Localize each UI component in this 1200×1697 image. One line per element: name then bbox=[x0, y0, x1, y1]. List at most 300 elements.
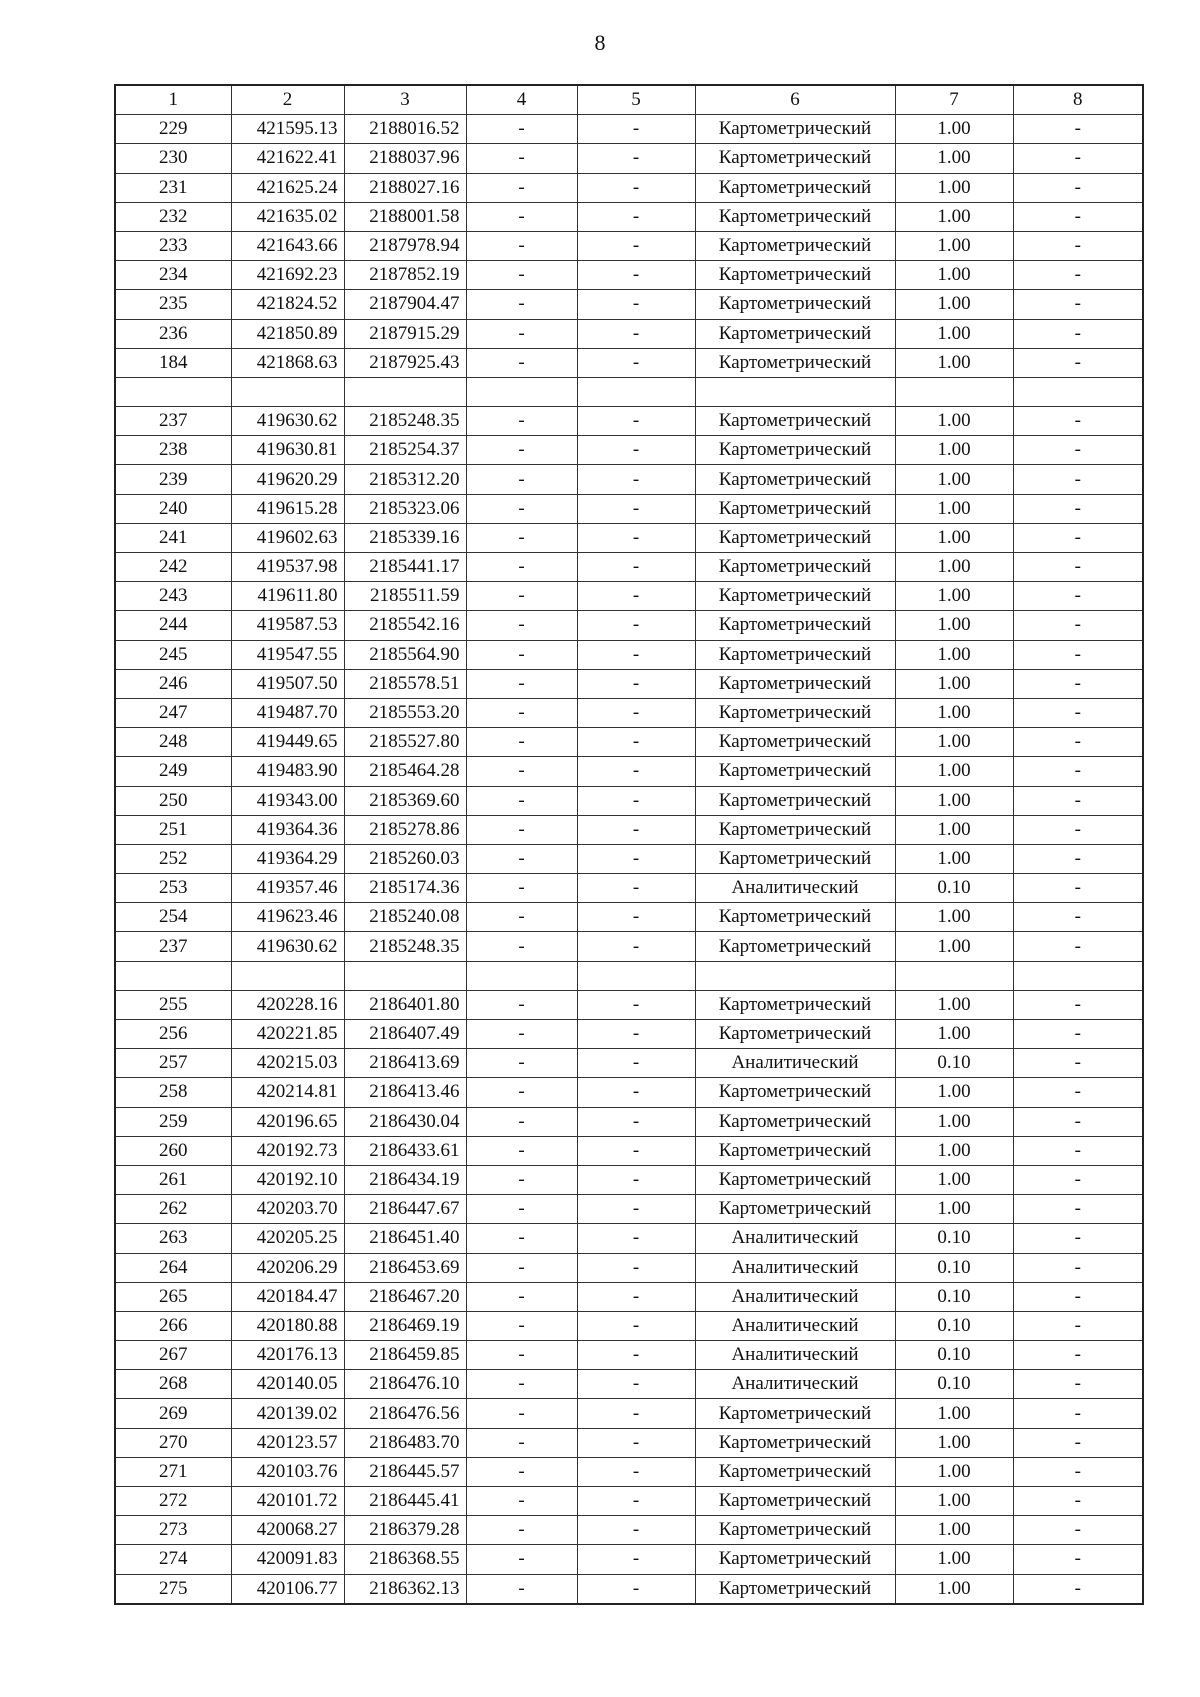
y-coordinate-cell: 2185339.16 bbox=[344, 523, 466, 552]
table-row bbox=[115, 932, 1143, 961]
x-coordinate-cell: 419507.50 bbox=[231, 669, 344, 698]
col5-cell: - bbox=[577, 1370, 695, 1399]
x-coordinate-cell: 419620.29 bbox=[231, 465, 344, 494]
point-number-cell: 234 bbox=[115, 261, 231, 290]
method-cell: Картометрический bbox=[695, 1428, 895, 1457]
y-coordinate-cell: 2185278.86 bbox=[344, 815, 466, 844]
table-row bbox=[115, 1107, 1143, 1136]
method-cell: Картометрический bbox=[695, 990, 895, 1019]
x-coordinate-cell: 420139.02 bbox=[231, 1399, 344, 1428]
col5-cell: - bbox=[577, 1545, 695, 1574]
col5-cell: - bbox=[577, 202, 695, 231]
col8-cell: - bbox=[1013, 728, 1143, 757]
col4-cell: - bbox=[466, 874, 577, 903]
col4-cell: - bbox=[466, 990, 577, 1019]
y-coordinate-cell: 2185542.16 bbox=[344, 611, 466, 640]
method-cell: Картометрический bbox=[695, 1078, 895, 1107]
col5-cell: - bbox=[577, 669, 695, 698]
y-coordinate-cell: 2185441.17 bbox=[344, 553, 466, 582]
col4-cell: - bbox=[466, 1049, 577, 1078]
x-coordinate-cell: 419357.46 bbox=[231, 874, 344, 903]
x-coordinate-cell: 419547.55 bbox=[231, 640, 344, 669]
table-row bbox=[115, 1370, 1143, 1399]
col8-cell: - bbox=[1013, 1049, 1143, 1078]
method-cell: Картометрический bbox=[695, 173, 895, 202]
col8-cell: - bbox=[1013, 990, 1143, 1019]
col8-cell: - bbox=[1013, 523, 1143, 552]
col8-cell: - bbox=[1013, 1224, 1143, 1253]
table-row bbox=[115, 1311, 1143, 1340]
table-row bbox=[115, 669, 1143, 698]
x-coordinate-cell: 419615.28 bbox=[231, 494, 344, 523]
y-coordinate-cell: 2187925.43 bbox=[344, 348, 466, 377]
col4-cell: - bbox=[466, 1282, 577, 1311]
col5-cell: - bbox=[577, 1136, 695, 1165]
point-number-cell bbox=[115, 377, 231, 406]
y-coordinate-cell: 2186445.57 bbox=[344, 1457, 466, 1486]
col8-cell: - bbox=[1013, 669, 1143, 698]
table-row bbox=[115, 319, 1143, 348]
y-coordinate-cell: 2185312.20 bbox=[344, 465, 466, 494]
table-row bbox=[115, 1282, 1143, 1311]
col4-cell: - bbox=[466, 494, 577, 523]
point-number-cell: 235 bbox=[115, 290, 231, 319]
col4-cell: - bbox=[466, 1341, 577, 1370]
col8-cell: - bbox=[1013, 1282, 1143, 1311]
col8-cell: - bbox=[1013, 436, 1143, 465]
x-coordinate-cell: 420203.70 bbox=[231, 1195, 344, 1224]
method-cell: Картометрический bbox=[695, 757, 895, 786]
col4-cell: - bbox=[466, 1487, 577, 1516]
col8-cell: - bbox=[1013, 407, 1143, 436]
col4-cell: - bbox=[466, 231, 577, 260]
col5-cell: - bbox=[577, 815, 695, 844]
accuracy-cell: 1.00 bbox=[895, 173, 1013, 202]
point-number-cell: 263 bbox=[115, 1224, 231, 1253]
table-row bbox=[115, 1136, 1143, 1165]
x-coordinate-cell: 419587.53 bbox=[231, 611, 344, 640]
table-row bbox=[115, 1165, 1143, 1194]
y-coordinate-cell bbox=[344, 377, 466, 406]
col4-cell: - bbox=[466, 640, 577, 669]
table-row bbox=[115, 1574, 1143, 1604]
col4-cell: - bbox=[466, 1399, 577, 1428]
y-coordinate-cell: 2186433.61 bbox=[344, 1136, 466, 1165]
accuracy-cell: 1.00 bbox=[895, 319, 1013, 348]
col8-cell: - bbox=[1013, 1457, 1143, 1486]
x-coordinate-cell: 419483.90 bbox=[231, 757, 344, 786]
col4-cell: - bbox=[466, 553, 577, 582]
x-coordinate-cell: 420123.57 bbox=[231, 1428, 344, 1457]
table-row bbox=[115, 640, 1143, 669]
accuracy-cell: 1.00 bbox=[895, 1107, 1013, 1136]
col4-cell: - bbox=[466, 1253, 577, 1282]
col4-cell bbox=[466, 377, 577, 406]
accuracy-cell: 1.00 bbox=[895, 1516, 1013, 1545]
y-coordinate-cell: 2186413.69 bbox=[344, 1049, 466, 1078]
col4-cell: - bbox=[466, 202, 577, 231]
y-coordinate-cell: 2188037.96 bbox=[344, 144, 466, 173]
x-coordinate-cell: 421850.89 bbox=[231, 319, 344, 348]
point-number-cell: 239 bbox=[115, 465, 231, 494]
col5-cell: - bbox=[577, 1078, 695, 1107]
table-row bbox=[115, 698, 1143, 727]
point-number-cell: 230 bbox=[115, 144, 231, 173]
col5-cell: - bbox=[577, 1428, 695, 1457]
accuracy-cell: 1.00 bbox=[895, 1020, 1013, 1049]
point-number-cell: 265 bbox=[115, 1282, 231, 1311]
point-number-cell: 250 bbox=[115, 786, 231, 815]
point-number-cell: 233 bbox=[115, 231, 231, 260]
col4-cell: - bbox=[466, 1545, 577, 1574]
table-row bbox=[115, 202, 1143, 231]
col5-cell: - bbox=[577, 115, 695, 144]
col5-cell: - bbox=[577, 1282, 695, 1311]
col4-cell: - bbox=[466, 523, 577, 552]
accuracy-cell: 1.00 bbox=[895, 436, 1013, 465]
point-number-cell: 242 bbox=[115, 553, 231, 582]
point-number-cell bbox=[115, 961, 231, 990]
col8-cell bbox=[1013, 961, 1143, 990]
page-number: 8 bbox=[594, 30, 606, 55]
accuracy-cell: 1.00 bbox=[895, 348, 1013, 377]
point-number-cell: 243 bbox=[115, 582, 231, 611]
accuracy-cell: 1.00 bbox=[895, 290, 1013, 319]
table-header-row bbox=[115, 85, 1143, 115]
table-row bbox=[115, 1078, 1143, 1107]
col5-cell: - bbox=[577, 990, 695, 1019]
method-cell: Картометрический bbox=[695, 903, 895, 932]
col4-cell: - bbox=[466, 582, 577, 611]
col8-cell: - bbox=[1013, 1341, 1143, 1370]
point-number-cell: 267 bbox=[115, 1341, 231, 1370]
col5-cell: - bbox=[577, 523, 695, 552]
y-coordinate-cell: 2185464.28 bbox=[344, 757, 466, 786]
col8-cell: - bbox=[1013, 1107, 1143, 1136]
col8-cell: - bbox=[1013, 465, 1143, 494]
method-cell: Аналитический bbox=[695, 1224, 895, 1253]
col8-cell: - bbox=[1013, 1370, 1143, 1399]
x-coordinate-cell: 420184.47 bbox=[231, 1282, 344, 1311]
col8-cell: - bbox=[1013, 1253, 1143, 1282]
x-coordinate-cell: 420068.27 bbox=[231, 1516, 344, 1545]
table-row bbox=[115, 115, 1143, 144]
coordinates-table bbox=[114, 84, 1144, 1605]
col4-cell: - bbox=[466, 1020, 577, 1049]
table-row bbox=[115, 903, 1143, 932]
col5-cell: - bbox=[577, 728, 695, 757]
header-cell: 1 bbox=[115, 85, 231, 115]
col5-cell: - bbox=[577, 290, 695, 319]
point-number-cell: 256 bbox=[115, 1020, 231, 1049]
y-coordinate-cell: 2185248.35 bbox=[344, 932, 466, 961]
method-cell: Картометрический bbox=[695, 582, 895, 611]
method-cell: Картометрический bbox=[695, 553, 895, 582]
x-coordinate-cell: 420206.29 bbox=[231, 1253, 344, 1282]
col8-cell: - bbox=[1013, 553, 1143, 582]
y-coordinate-cell: 2185564.90 bbox=[344, 640, 466, 669]
y-coordinate-cell: 2185553.20 bbox=[344, 698, 466, 727]
table-row bbox=[115, 815, 1143, 844]
col5-cell bbox=[577, 377, 695, 406]
col8-cell: - bbox=[1013, 1428, 1143, 1457]
y-coordinate-cell: 2185260.03 bbox=[344, 844, 466, 873]
x-coordinate-cell: 421692.23 bbox=[231, 261, 344, 290]
table-row bbox=[115, 874, 1143, 903]
method-cell: Картометрический bbox=[695, 669, 895, 698]
method-cell: Аналитический bbox=[695, 1253, 895, 1282]
table-row bbox=[115, 1487, 1143, 1516]
col4-cell: - bbox=[466, 1574, 577, 1604]
x-coordinate-cell: 421868.63 bbox=[231, 348, 344, 377]
col5-cell: - bbox=[577, 1195, 695, 1224]
x-coordinate-cell: 420091.83 bbox=[231, 1545, 344, 1574]
x-coordinate-cell: 421595.13 bbox=[231, 115, 344, 144]
method-cell: Картометрический bbox=[695, 407, 895, 436]
accuracy-cell: 1.00 bbox=[895, 698, 1013, 727]
point-number-cell: 254 bbox=[115, 903, 231, 932]
col5-cell: - bbox=[577, 786, 695, 815]
method-cell: Картометрический bbox=[695, 640, 895, 669]
point-number-cell: 236 bbox=[115, 319, 231, 348]
accuracy-cell: 1.00 bbox=[895, 932, 1013, 961]
x-coordinate-cell: 420192.73 bbox=[231, 1136, 344, 1165]
col5-cell: - bbox=[577, 1107, 695, 1136]
method-cell: Картометрический bbox=[695, 611, 895, 640]
col4-cell: - bbox=[466, 1136, 577, 1165]
x-coordinate-cell: 419623.46 bbox=[231, 903, 344, 932]
col5-cell: - bbox=[577, 1341, 695, 1370]
col5-cell: - bbox=[577, 1399, 695, 1428]
col8-cell: - bbox=[1013, 1545, 1143, 1574]
col4-cell: - bbox=[466, 436, 577, 465]
accuracy-cell: 1.00 bbox=[895, 669, 1013, 698]
y-coordinate-cell: 2187915.29 bbox=[344, 319, 466, 348]
x-coordinate-cell: 419364.29 bbox=[231, 844, 344, 873]
y-coordinate-cell: 2186362.13 bbox=[344, 1574, 466, 1604]
x-coordinate-cell: 421635.02 bbox=[231, 202, 344, 231]
x-coordinate-cell: 420180.88 bbox=[231, 1311, 344, 1340]
y-coordinate-cell bbox=[344, 961, 466, 990]
accuracy-cell: 1.00 bbox=[895, 115, 1013, 144]
method-cell: Аналитический bbox=[695, 1311, 895, 1340]
accuracy-cell: 1.00 bbox=[895, 1545, 1013, 1574]
y-coordinate-cell: 2186476.56 bbox=[344, 1399, 466, 1428]
method-cell: Аналитический bbox=[695, 1370, 895, 1399]
point-number-cell: 259 bbox=[115, 1107, 231, 1136]
point-number-cell: 237 bbox=[115, 407, 231, 436]
accuracy-cell bbox=[895, 377, 1013, 406]
method-cell: Аналитический bbox=[695, 1049, 895, 1078]
col5-cell: - bbox=[577, 1020, 695, 1049]
point-number-cell: 257 bbox=[115, 1049, 231, 1078]
col8-cell: - bbox=[1013, 1311, 1143, 1340]
table-row bbox=[115, 961, 1143, 990]
col5-cell: - bbox=[577, 1457, 695, 1486]
col8-cell: - bbox=[1013, 932, 1143, 961]
col4-cell: - bbox=[466, 786, 577, 815]
x-coordinate-cell: 420205.25 bbox=[231, 1224, 344, 1253]
y-coordinate-cell: 2186476.10 bbox=[344, 1370, 466, 1399]
y-coordinate-cell: 2185248.35 bbox=[344, 407, 466, 436]
point-number-cell: 258 bbox=[115, 1078, 231, 1107]
table-row bbox=[115, 231, 1143, 260]
x-coordinate-cell: 420192.10 bbox=[231, 1165, 344, 1194]
table-row bbox=[115, 290, 1143, 319]
accuracy-cell: 1.00 bbox=[895, 231, 1013, 260]
col4-cell: - bbox=[466, 698, 577, 727]
col4-cell: - bbox=[466, 1078, 577, 1107]
method-cell: Картометрический bbox=[695, 1165, 895, 1194]
point-number-cell: 273 bbox=[115, 1516, 231, 1545]
method-cell: Картометрический bbox=[695, 523, 895, 552]
header-cell: 7 bbox=[895, 85, 1013, 115]
table-row bbox=[115, 465, 1143, 494]
y-coordinate-cell: 2185174.36 bbox=[344, 874, 466, 903]
method-cell: Картометрический bbox=[695, 1399, 895, 1428]
method-cell: Картометрический bbox=[695, 1545, 895, 1574]
col8-cell: - bbox=[1013, 115, 1143, 144]
point-number-cell: 274 bbox=[115, 1545, 231, 1574]
table-row bbox=[115, 1428, 1143, 1457]
col5-cell: - bbox=[577, 903, 695, 932]
y-coordinate-cell: 2186453.69 bbox=[344, 1253, 466, 1282]
accuracy-cell: 1.00 bbox=[895, 1399, 1013, 1428]
accuracy-cell: 1.00 bbox=[895, 1428, 1013, 1457]
y-coordinate-cell: 2188016.52 bbox=[344, 115, 466, 144]
col5-cell: - bbox=[577, 144, 695, 173]
header-cell: 4 bbox=[466, 85, 577, 115]
y-coordinate-cell: 2187904.47 bbox=[344, 290, 466, 319]
method-cell bbox=[695, 961, 895, 990]
col4-cell: - bbox=[466, 1195, 577, 1224]
col8-cell: - bbox=[1013, 231, 1143, 260]
col5-cell: - bbox=[577, 1253, 695, 1282]
table-row bbox=[115, 728, 1143, 757]
col8-cell: - bbox=[1013, 815, 1143, 844]
point-number-cell: 272 bbox=[115, 1487, 231, 1516]
accuracy-cell: 1.00 bbox=[895, 144, 1013, 173]
y-coordinate-cell: 2185240.08 bbox=[344, 903, 466, 932]
x-coordinate-cell: 419449.65 bbox=[231, 728, 344, 757]
col8-cell: - bbox=[1013, 640, 1143, 669]
point-number-cell: 247 bbox=[115, 698, 231, 727]
accuracy-cell: 1.00 bbox=[895, 465, 1013, 494]
accuracy-cell: 0.10 bbox=[895, 1049, 1013, 1078]
point-number-cell: 244 bbox=[115, 611, 231, 640]
header-cell: 3 bbox=[344, 85, 466, 115]
table-row bbox=[115, 407, 1143, 436]
x-coordinate-cell: 419364.36 bbox=[231, 815, 344, 844]
col4-cell: - bbox=[466, 669, 577, 698]
col4-cell: - bbox=[466, 844, 577, 873]
x-coordinate-cell bbox=[231, 961, 344, 990]
method-cell: Картометрический bbox=[695, 1487, 895, 1516]
col5-cell: - bbox=[577, 465, 695, 494]
col8-cell: - bbox=[1013, 173, 1143, 202]
accuracy-cell: 1.00 bbox=[895, 1574, 1013, 1604]
table-row bbox=[115, 1224, 1143, 1253]
accuracy-cell: 0.10 bbox=[895, 1224, 1013, 1253]
y-coordinate-cell: 2186445.41 bbox=[344, 1487, 466, 1516]
table-row bbox=[115, 494, 1143, 523]
table-row bbox=[115, 844, 1143, 873]
table-row bbox=[115, 1545, 1143, 1574]
y-coordinate-cell: 2185511.59 bbox=[344, 582, 466, 611]
col5-cell: - bbox=[577, 1487, 695, 1516]
method-cell: Аналитический bbox=[695, 1282, 895, 1311]
col8-cell: - bbox=[1013, 290, 1143, 319]
x-coordinate-cell: 419630.81 bbox=[231, 436, 344, 465]
accuracy-cell bbox=[895, 961, 1013, 990]
col5-cell: - bbox=[577, 874, 695, 903]
col4-cell: - bbox=[466, 115, 577, 144]
col4-cell: - bbox=[466, 932, 577, 961]
col8-cell: - bbox=[1013, 582, 1143, 611]
accuracy-cell: 0.10 bbox=[895, 1253, 1013, 1282]
accuracy-cell: 1.00 bbox=[895, 1457, 1013, 1486]
col5-cell bbox=[577, 961, 695, 990]
accuracy-cell: 1.00 bbox=[895, 1165, 1013, 1194]
table-row bbox=[115, 261, 1143, 290]
table-row bbox=[115, 436, 1143, 465]
y-coordinate-cell: 2186483.70 bbox=[344, 1428, 466, 1457]
x-coordinate-cell: 419602.63 bbox=[231, 523, 344, 552]
point-number-cell: 248 bbox=[115, 728, 231, 757]
point-number-cell: 255 bbox=[115, 990, 231, 1019]
method-cell: Картометрический bbox=[695, 1020, 895, 1049]
point-number-cell: 238 bbox=[115, 436, 231, 465]
x-coordinate-cell: 419487.70 bbox=[231, 698, 344, 727]
col4-cell: - bbox=[466, 1107, 577, 1136]
x-coordinate-cell: 419343.00 bbox=[231, 786, 344, 815]
col5-cell: - bbox=[577, 611, 695, 640]
accuracy-cell: 1.00 bbox=[895, 844, 1013, 873]
method-cell: Картометрический bbox=[695, 494, 895, 523]
col5-cell: - bbox=[577, 261, 695, 290]
table-row bbox=[115, 523, 1143, 552]
table-row bbox=[115, 611, 1143, 640]
x-coordinate-cell: 420215.03 bbox=[231, 1049, 344, 1078]
col5-cell: - bbox=[577, 1224, 695, 1253]
col5-cell: - bbox=[577, 553, 695, 582]
table-row bbox=[115, 1341, 1143, 1370]
col4-cell: - bbox=[466, 173, 577, 202]
accuracy-cell: 1.00 bbox=[895, 1487, 1013, 1516]
x-coordinate-cell: 421622.41 bbox=[231, 144, 344, 173]
col4-cell bbox=[466, 961, 577, 990]
col4-cell: - bbox=[466, 290, 577, 319]
accuracy-cell: 0.10 bbox=[895, 1282, 1013, 1311]
y-coordinate-cell: 2186467.20 bbox=[344, 1282, 466, 1311]
x-coordinate-cell: 421643.66 bbox=[231, 231, 344, 260]
method-cell: Картометрический bbox=[695, 202, 895, 231]
accuracy-cell: 1.00 bbox=[895, 553, 1013, 582]
table-row bbox=[115, 1457, 1143, 1486]
method-cell: Аналитический bbox=[695, 874, 895, 903]
col8-cell: - bbox=[1013, 611, 1143, 640]
accuracy-cell: 1.00 bbox=[895, 1195, 1013, 1224]
accuracy-cell: 1.00 bbox=[895, 202, 1013, 231]
accuracy-cell: 1.00 bbox=[895, 494, 1013, 523]
table-row bbox=[115, 757, 1143, 786]
accuracy-cell: 0.10 bbox=[895, 874, 1013, 903]
col8-cell: - bbox=[1013, 1487, 1143, 1516]
accuracy-cell: 1.00 bbox=[895, 1078, 1013, 1107]
col5-cell: - bbox=[577, 319, 695, 348]
y-coordinate-cell: 2185369.60 bbox=[344, 786, 466, 815]
accuracy-cell: 1.00 bbox=[895, 1136, 1013, 1165]
